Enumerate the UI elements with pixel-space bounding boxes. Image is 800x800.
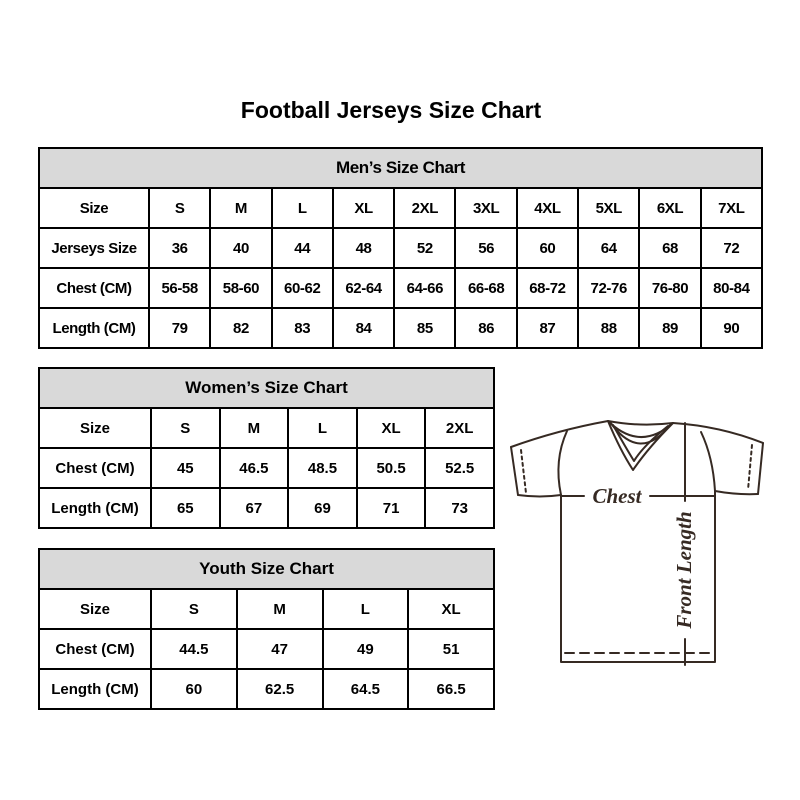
row-label-cell: Size [39,408,151,448]
value-cell: S [151,589,237,629]
youth-table-title: Youth Size Chart [39,549,494,589]
value-cell: 5XL [578,188,639,228]
value-cell: M [220,408,289,448]
value-cell: 64 [578,228,639,268]
table-row [39,589,494,629]
value-cell: XL [357,408,426,448]
row-label-cell: Chest (CM) [39,629,151,669]
value-cell: M [210,188,271,228]
table-row [39,188,762,228]
value-cell: 60 [151,669,237,709]
value-cell: 52.5 [425,448,494,488]
value-cell: 62.5 [237,669,323,709]
value-cell: 45 [151,448,220,488]
table-row [39,448,494,488]
value-cell: 51 [408,629,494,669]
value-cell: 2XL [394,188,455,228]
value-cell: 66.5 [408,669,494,709]
value-cell: 72-76 [578,268,639,308]
value-cell: 46.5 [220,448,289,488]
value-cell: 44.5 [151,629,237,669]
value-cell: 58-60 [210,268,271,308]
value-cell: 88 [578,308,639,348]
row-label-cell: Jerseys Size [39,228,149,268]
value-cell: 2XL [425,408,494,448]
value-cell: 47 [237,629,323,669]
value-cell: 36 [149,228,210,268]
value-cell: L [323,589,409,629]
value-cell: 84 [333,308,394,348]
youth-size-table [38,548,495,710]
value-cell: 3XL [455,188,516,228]
table-row [39,308,762,348]
value-cell: 44 [272,228,333,268]
page-title: Football Jerseys Size Chart [240,97,542,123]
value-cell: 71 [357,488,426,528]
front-length-label: Front Length [672,511,696,629]
value-cell: L [288,408,357,448]
value-cell: 68-72 [517,268,578,308]
table-row [39,408,494,448]
table-title-row [39,549,494,589]
table-row [39,488,494,528]
value-cell: 83 [272,308,333,348]
table-row [39,228,762,268]
value-cell: 86 [455,308,516,348]
value-cell: 60 [517,228,578,268]
value-cell: S [149,188,210,228]
jersey-measurement-diagram [500,398,780,678]
value-cell: 67 [220,488,289,528]
value-cell: 66-68 [455,268,516,308]
value-cell: XL [408,589,494,629]
value-cell: 56-58 [149,268,210,308]
value-cell: XL [333,188,394,228]
value-cell: 6XL [639,188,700,228]
value-cell: 80-84 [701,268,762,308]
value-cell: 62-64 [333,268,394,308]
value-cell: 79 [149,308,210,348]
mens-size-table [38,147,763,349]
jersey-collar-icon [608,421,673,470]
value-cell: 73 [425,488,494,528]
value-cell: M [237,589,323,629]
value-cell: 69 [288,488,357,528]
row-label-cell: Chest (CM) [39,268,149,308]
row-label-cell: Length (CM) [39,488,151,528]
table-title-row [39,148,762,188]
value-cell: 52 [394,228,455,268]
table-row [39,629,494,669]
row-label-cell: Size [39,188,149,228]
row-label-cell: Chest (CM) [39,448,151,488]
value-cell: 82 [210,308,271,348]
value-cell: 72 [701,228,762,268]
value-cell: 48 [333,228,394,268]
value-cell: 65 [151,488,220,528]
value-cell: S [151,408,220,448]
value-cell: 49 [323,629,409,669]
value-cell: 68 [639,228,700,268]
table-row [39,669,494,709]
value-cell: 87 [517,308,578,348]
value-cell: 76-80 [639,268,700,308]
value-cell: 40 [210,228,271,268]
value-cell: 85 [394,308,455,348]
row-label-cell: Length (CM) [39,308,149,348]
value-cell: 7XL [701,188,762,228]
value-cell: 4XL [517,188,578,228]
row-label-cell: Size [39,589,151,629]
value-cell: 90 [701,308,762,348]
value-cell: 64.5 [323,669,409,709]
value-cell: 50.5 [357,448,426,488]
row-label-cell: Length (CM) [39,669,151,709]
value-cell: 64-66 [394,268,455,308]
table-title-row [39,368,494,408]
value-cell: 56 [455,228,516,268]
value-cell: 89 [639,308,700,348]
chest-label: Chest [592,484,642,508]
value-cell: L [272,188,333,228]
womens-size-table [38,367,495,529]
womens-table-title: Women’s Size Chart [39,368,494,408]
table-row [39,268,762,308]
value-cell: 60-62 [272,268,333,308]
mens-table-title: Men’s Size Chart [39,148,762,188]
value-cell: 48.5 [288,448,357,488]
